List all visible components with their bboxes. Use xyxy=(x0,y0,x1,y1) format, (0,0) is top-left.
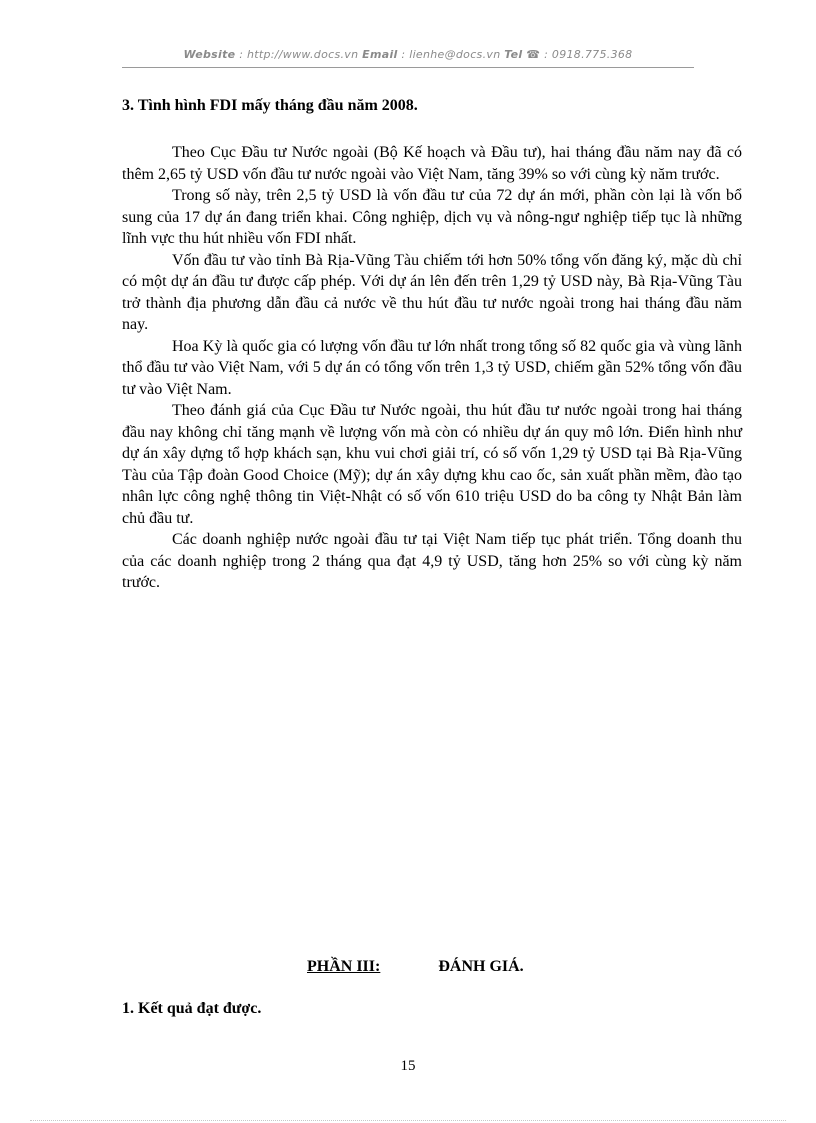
website-label: Website xyxy=(183,48,236,61)
tel-label: Tel xyxy=(504,48,523,61)
header-divider xyxy=(122,67,694,68)
body-text xyxy=(122,142,742,594)
paragraph: Trong số này, trên 2,5 tỷ USD là vốn đầu tư của 72 dự án mới, phần còn lại là vốn bổ sung của 17 dự án đang triển khai. Công nghiệp, dịch vụ và nông-ngư nghiệp tiếp tục là những lĩnh vực thu hút nhiều vốn FDI nhất. xyxy=(122,187,742,247)
website-value: : http://www.docs.vn xyxy=(235,48,363,61)
subsection-title: 1. Kết quả đạt được. xyxy=(122,1000,262,1017)
paragraph: Các doanh nghiệp nước ngoài đầu tư tại Việt Nam tiếp tục phát triển. Tổng doanh thu của các doanh nghiệp trong 2 tháng qua đạt 4,9 tỷ USD, tăng hơn 25% so với cùng kỳ năm trước. xyxy=(122,531,742,591)
page-bottom-border xyxy=(30,1120,786,1121)
part-heading xyxy=(307,958,524,976)
tel-value: : 0918.775.368 xyxy=(540,48,633,61)
email-label: Email xyxy=(362,48,398,61)
phone-icon: ☎ xyxy=(526,48,541,61)
section-title: 3. Tình hình FDI mấy tháng đầu năm 2008. xyxy=(122,97,418,114)
paragraph: Theo đánh giá của Cục Đầu tư Nước ngoài, thu hút đầu tư nước ngoài trong hai tháng đầu nay không chỉ tăng mạnh về lượng vốn mà còn có nhiều dự án quy mô lớn. Điển hình như dự án xây dựng tổ hợp khách sạn, khu vui chơi giải trí, có số vốn 1,29 tỷ USD tại Bà Rịa-Vũng Tàu của Tập đoàn Good Choice (Mỹ); dự án xây dựng khu cao ốc, sản xuất phần mềm, đào tạo nhân lực công nghệ thông tin Việt-Nhật có số vốn 610 triệu USD do ba công ty Nhật Bản làm chủ đầu tư. xyxy=(122,402,742,527)
email-value: : lienhe@docs.vn xyxy=(397,48,505,61)
paragraph: Vốn đầu tư vào tỉnh Bà Rịa-Vũng Tàu chiếm tới hơn 50% tổng vốn đăng ký, mặc dù chỉ có một dự án đầu tư được cấp phép. Với dự án lên đến trên 1,29 tỷ USD này, Bà Rịa-Vũng Tàu trở thành địa phương dẫn đầu cả nước về thu hút đầu tư nước ngoài trong hai tháng đầu năm nay. xyxy=(122,251,742,333)
paragraph: Theo Cục Đầu tư Nước ngoài (Bộ Kế hoạch và Đầu tư), hai tháng đầu năm nay đã có thêm 2,65 tỷ USD vốn đầu tư nước ngoài vào Việt Nam, tăng 39% so với cùng kỳ năm trước. xyxy=(122,144,742,183)
page-number: 15 xyxy=(400,1058,416,1074)
paragraph: Hoa Kỳ là quốc gia có lượng vốn đầu tư lớn nhất trong tổng số 82 quốc gia và vùng lãnh thổ đầu tư vào Việt Nam, với 5 dự án có tổng vốn trên 1,3 tỷ USD, chiếm gần 52% tổng vốn đầu tư vào Việt Nam. xyxy=(122,337,742,398)
part-label: PHẦN III: xyxy=(307,958,381,975)
part-name: ĐÁNH GIÁ. xyxy=(438,958,524,975)
page-header xyxy=(122,48,694,61)
